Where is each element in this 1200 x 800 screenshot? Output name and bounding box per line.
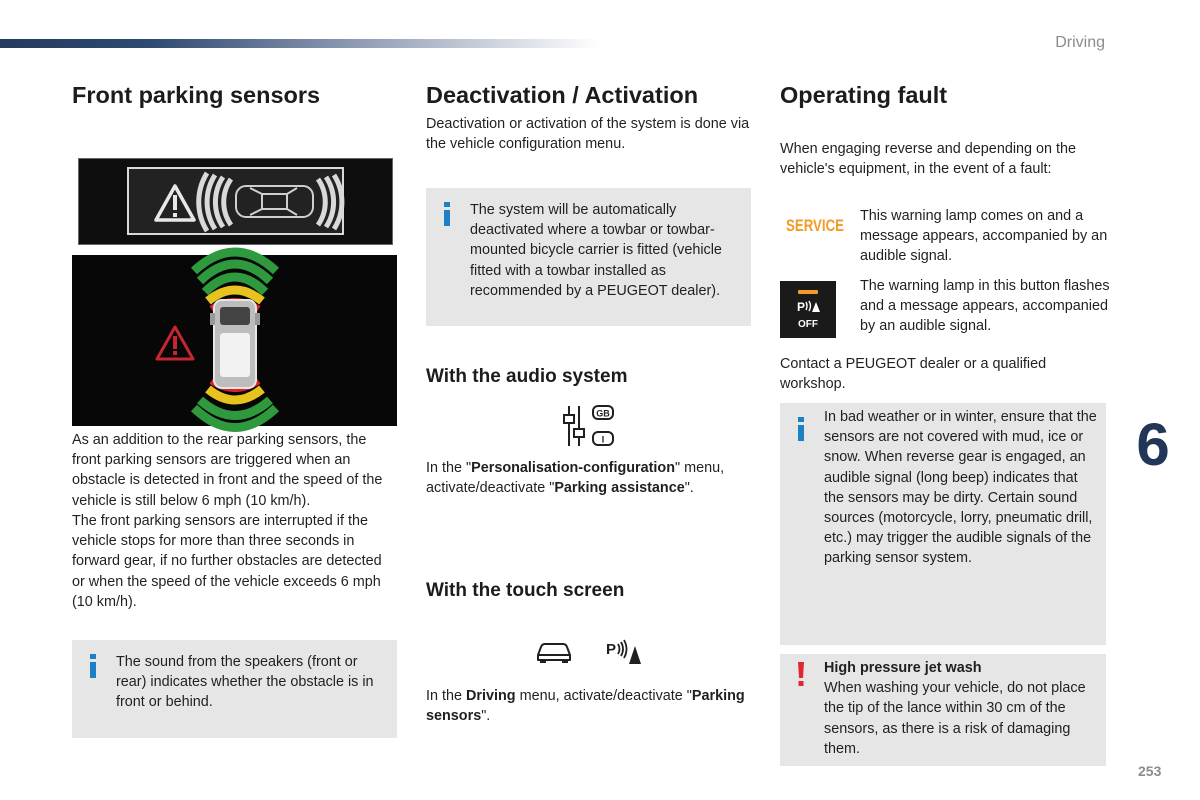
info-icon xyxy=(440,202,454,226)
car-icon xyxy=(534,640,574,664)
touch-screen-title: With the touch screen xyxy=(426,580,625,601)
deactivation-intro: Deactivation or activation of the system is done via the vehicle configuration menu. xyxy=(426,116,750,153)
header-color-bar xyxy=(0,39,600,48)
section-label: Driving xyxy=(1055,34,1105,51)
parking-sensor-icon xyxy=(605,638,645,666)
deactivation-activation-title: Deactivation / Activation xyxy=(426,82,699,108)
service-warning-icon xyxy=(784,212,846,238)
warning-box-jet-wash xyxy=(780,654,1106,766)
parking-off-button-icon xyxy=(780,281,836,338)
warning-title: High pressure jet wash xyxy=(824,660,982,676)
svg-text:P: P xyxy=(606,641,617,658)
info-text-towbar: The system will be automatically deactivated where a towbar or towbar-mounted bicycle carrier is fitted (vehicle fitted with a towbar installed as recommended by a PEUGEOT dealer). xyxy=(470,202,722,299)
info-box-speakers xyxy=(72,640,397,738)
service-lamp-text: This warning lamp comes on and a message appears, accompanied by an audible signal. xyxy=(860,208,1108,265)
chapter-tab: 6 xyxy=(1106,401,1200,493)
info-text-weather: In bad weather or in winter, ensure that the sensors are not covered with mud, ice or snow. When reverse gear is engaged, an audible signal (long beep) indicates that the sensors may be dirty. Certain sound sources (motorcycle, lorry, pneumatic drill, etc.) may trigger the audible signals of the parking sensor system. xyxy=(824,409,1097,567)
audio-instructions: In the "Personalisation-configuration" menu, activate/deactivate "Parking assistance". xyxy=(426,460,725,497)
i-icon-label: I xyxy=(601,434,605,445)
menu-item: Parking assistance xyxy=(554,480,685,497)
menu-name: Driving xyxy=(466,688,516,704)
menu-name: Personalisation-configuration xyxy=(471,460,676,476)
menu-item: Parking sensors xyxy=(426,688,745,725)
audio-system-title: With the audio system xyxy=(426,366,628,387)
front-parking-sensors-title: Front parking sensors xyxy=(72,82,321,108)
front-sensors-body-1: As an addition to the rear parking sensors, the front parking sensors are triggered when an obstacle is detected in front and the speed of the vehicle is still below 6 mph (10 km/h). xyxy=(72,432,383,509)
touch-instructions: In the Driving menu, activate/deactivate "Parking sensors". xyxy=(426,688,745,725)
info-text-speakers: The sound from the speakers (front or rear) indicates whether the obstacle is in front or behind. xyxy=(116,654,374,711)
sensor-zones-illustration xyxy=(72,255,397,426)
car-topview-icon xyxy=(210,300,260,388)
operating-fault-title: Operating fault xyxy=(780,82,948,108)
service-label: SERVICE xyxy=(786,216,844,235)
button-lamp-text: The warning lamp in this button flashes and a message appears, accompanied by an audible signal. xyxy=(860,278,1110,335)
warning-text: When washing your vehicle, do not place the tip of the lance within 30 cm of the sensors, as there is a risk of damaging them. xyxy=(824,680,1086,757)
exclamation-warning-icon xyxy=(794,662,808,686)
red-warning-triangle-icon xyxy=(157,327,193,359)
contact-dealer-text: Contact a PEUGEOT dealer or a qualified workshop. xyxy=(780,356,1047,393)
operating-fault-intro: When engaging reverse and depending on the vehicle's equipment, in the event of a fault: xyxy=(780,141,1077,178)
display-screen-illustration xyxy=(78,158,393,245)
info-icon xyxy=(794,417,808,441)
audio-settings-icon xyxy=(561,403,617,449)
info-box-weather xyxy=(780,403,1106,645)
page-number: 253 xyxy=(1138,763,1162,779)
svg-text:P: P xyxy=(797,300,806,314)
gb-icon-label: GB xyxy=(596,408,610,419)
off-label: OFF xyxy=(798,319,818,330)
info-box-towbar xyxy=(426,188,751,326)
info-icon xyxy=(86,654,100,678)
front-sensors-body-2: The front parking sensors are interrupted if the vehicle stops for more than three seconds in forward gear, if no further obstacles are detected or when the speed of the vehicle exceeds 6 mph (10 km/h). xyxy=(72,513,382,610)
